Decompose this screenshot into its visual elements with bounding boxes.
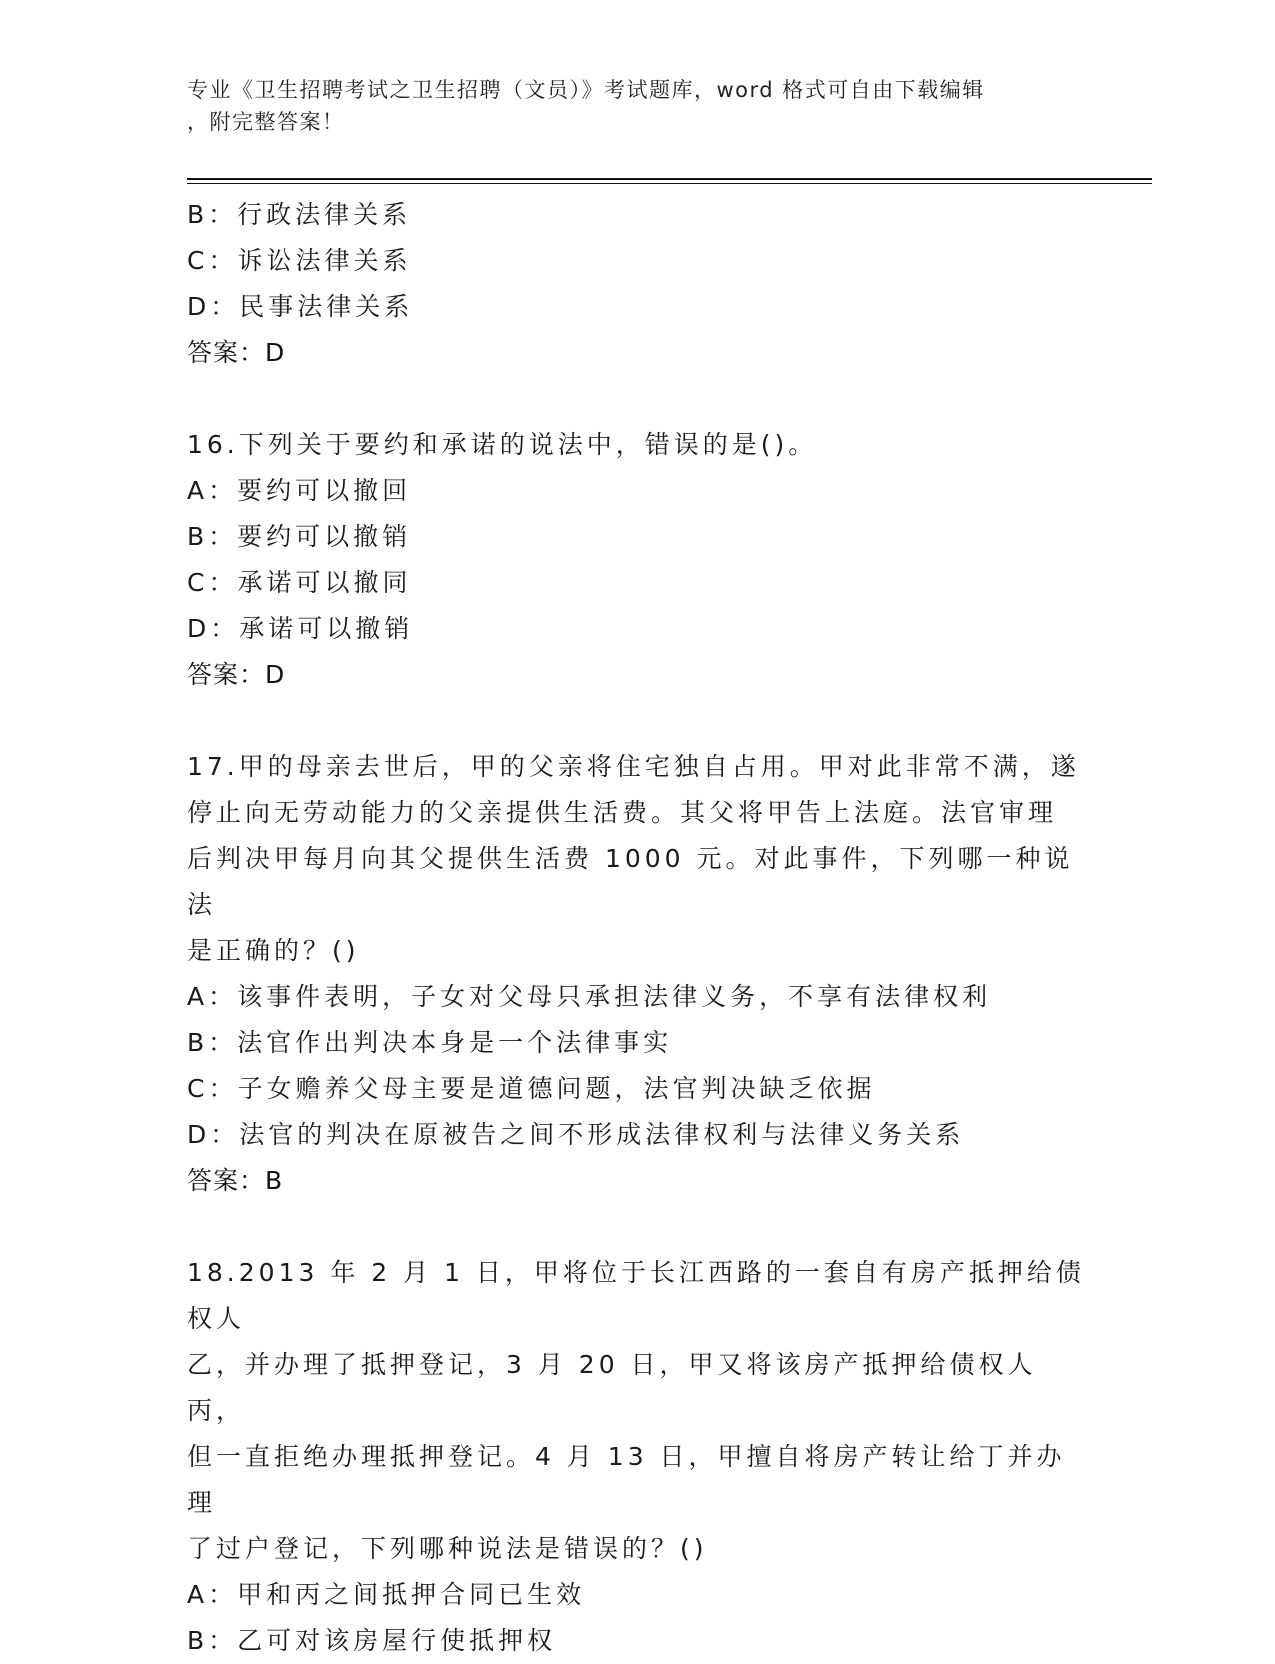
- answer-line: 答案：D: [187, 338, 286, 367]
- question-17: [187, 744, 1087, 1204]
- spacer: [187, 1204, 1087, 1250]
- question-15-tail: [187, 192, 1087, 376]
- header-divider-thick: [187, 178, 1152, 180]
- question-stem-line: 但一直拒绝办理抵押登记。4 月 13 日，甲擅自将房产转让给丁并办理: [187, 1442, 1066, 1517]
- question-list: [187, 192, 1087, 1664]
- option-c: C：承诺可以撤同: [187, 568, 412, 597]
- answer-line: 答案：B: [187, 1166, 284, 1195]
- question-stem-line: 了过户登记，下列哪种说法是错误的？(): [187, 1534, 708, 1563]
- option-b: B：行政法律关系: [187, 200, 412, 229]
- question-stem-line: 后判决甲每月向其父提供生活费 1000 元。对此事件，下列哪一种说法: [187, 844, 1074, 919]
- spacer: [187, 698, 1087, 744]
- option-b: B：要约可以撤销: [187, 522, 412, 551]
- question-stem-line: 是正确的？(): [187, 936, 360, 965]
- option-a: A：该事件表明，子女对父母只承担法律义务，不享有法律权利: [187, 982, 992, 1011]
- document-header: [187, 74, 1067, 138]
- option-c: C：子女赡养父母主要是道德问题，法官判决缺乏依据: [187, 1074, 876, 1103]
- spacer: [187, 376, 1087, 422]
- option-a: A：甲和丙之间抵押合同已生效: [187, 1580, 586, 1609]
- question-16: [187, 422, 1087, 698]
- option-d: D：法官的判决在原被告之间不形成法律权利与法律义务关系: [187, 1120, 965, 1149]
- option-d: D：民事法律关系: [187, 292, 414, 321]
- question-stem-line: 16.下列关于要约和承诺的说法中，错误的是()。: [187, 430, 818, 459]
- question-stem-line: 18.2013 年 2 月 1 日，甲将位于长江西路的一套自有房产抵押给债权人: [187, 1258, 1085, 1333]
- question-stem-line: 乙，并办理了抵押登记，3 月 20 日，甲又将该房产抵押给债权人丙，: [187, 1350, 1037, 1425]
- option-b: B：乙可对该房屋行使抵押权: [187, 1626, 557, 1655]
- header-line-2: ，附完整答案！: [187, 110, 345, 134]
- header-line-1: 专业《卫生招聘考试之卫生招聘（文员）》考试题库，word 格式可自由下载编辑: [187, 78, 985, 102]
- question-stem-line: 停止向无劳动能力的父亲提供生活费。其父将甲告上法庭。法官审理: [187, 798, 1058, 827]
- option-c: C：诉讼法律关系: [187, 246, 412, 275]
- question-18: [187, 1250, 1087, 1664]
- option-b: B：法官作出判决本身是一个法律事实: [187, 1028, 673, 1057]
- answer-line: 答案：D: [187, 660, 286, 689]
- option-d: D：承诺可以撤销: [187, 614, 414, 643]
- header-divider-thin: [187, 183, 1152, 184]
- question-stem-line: 17.甲的母亲去世后，甲的父亲将住宅独自占用。甲对此非常不满，遂: [187, 752, 1080, 781]
- option-a: A：要约可以撤回: [187, 476, 412, 505]
